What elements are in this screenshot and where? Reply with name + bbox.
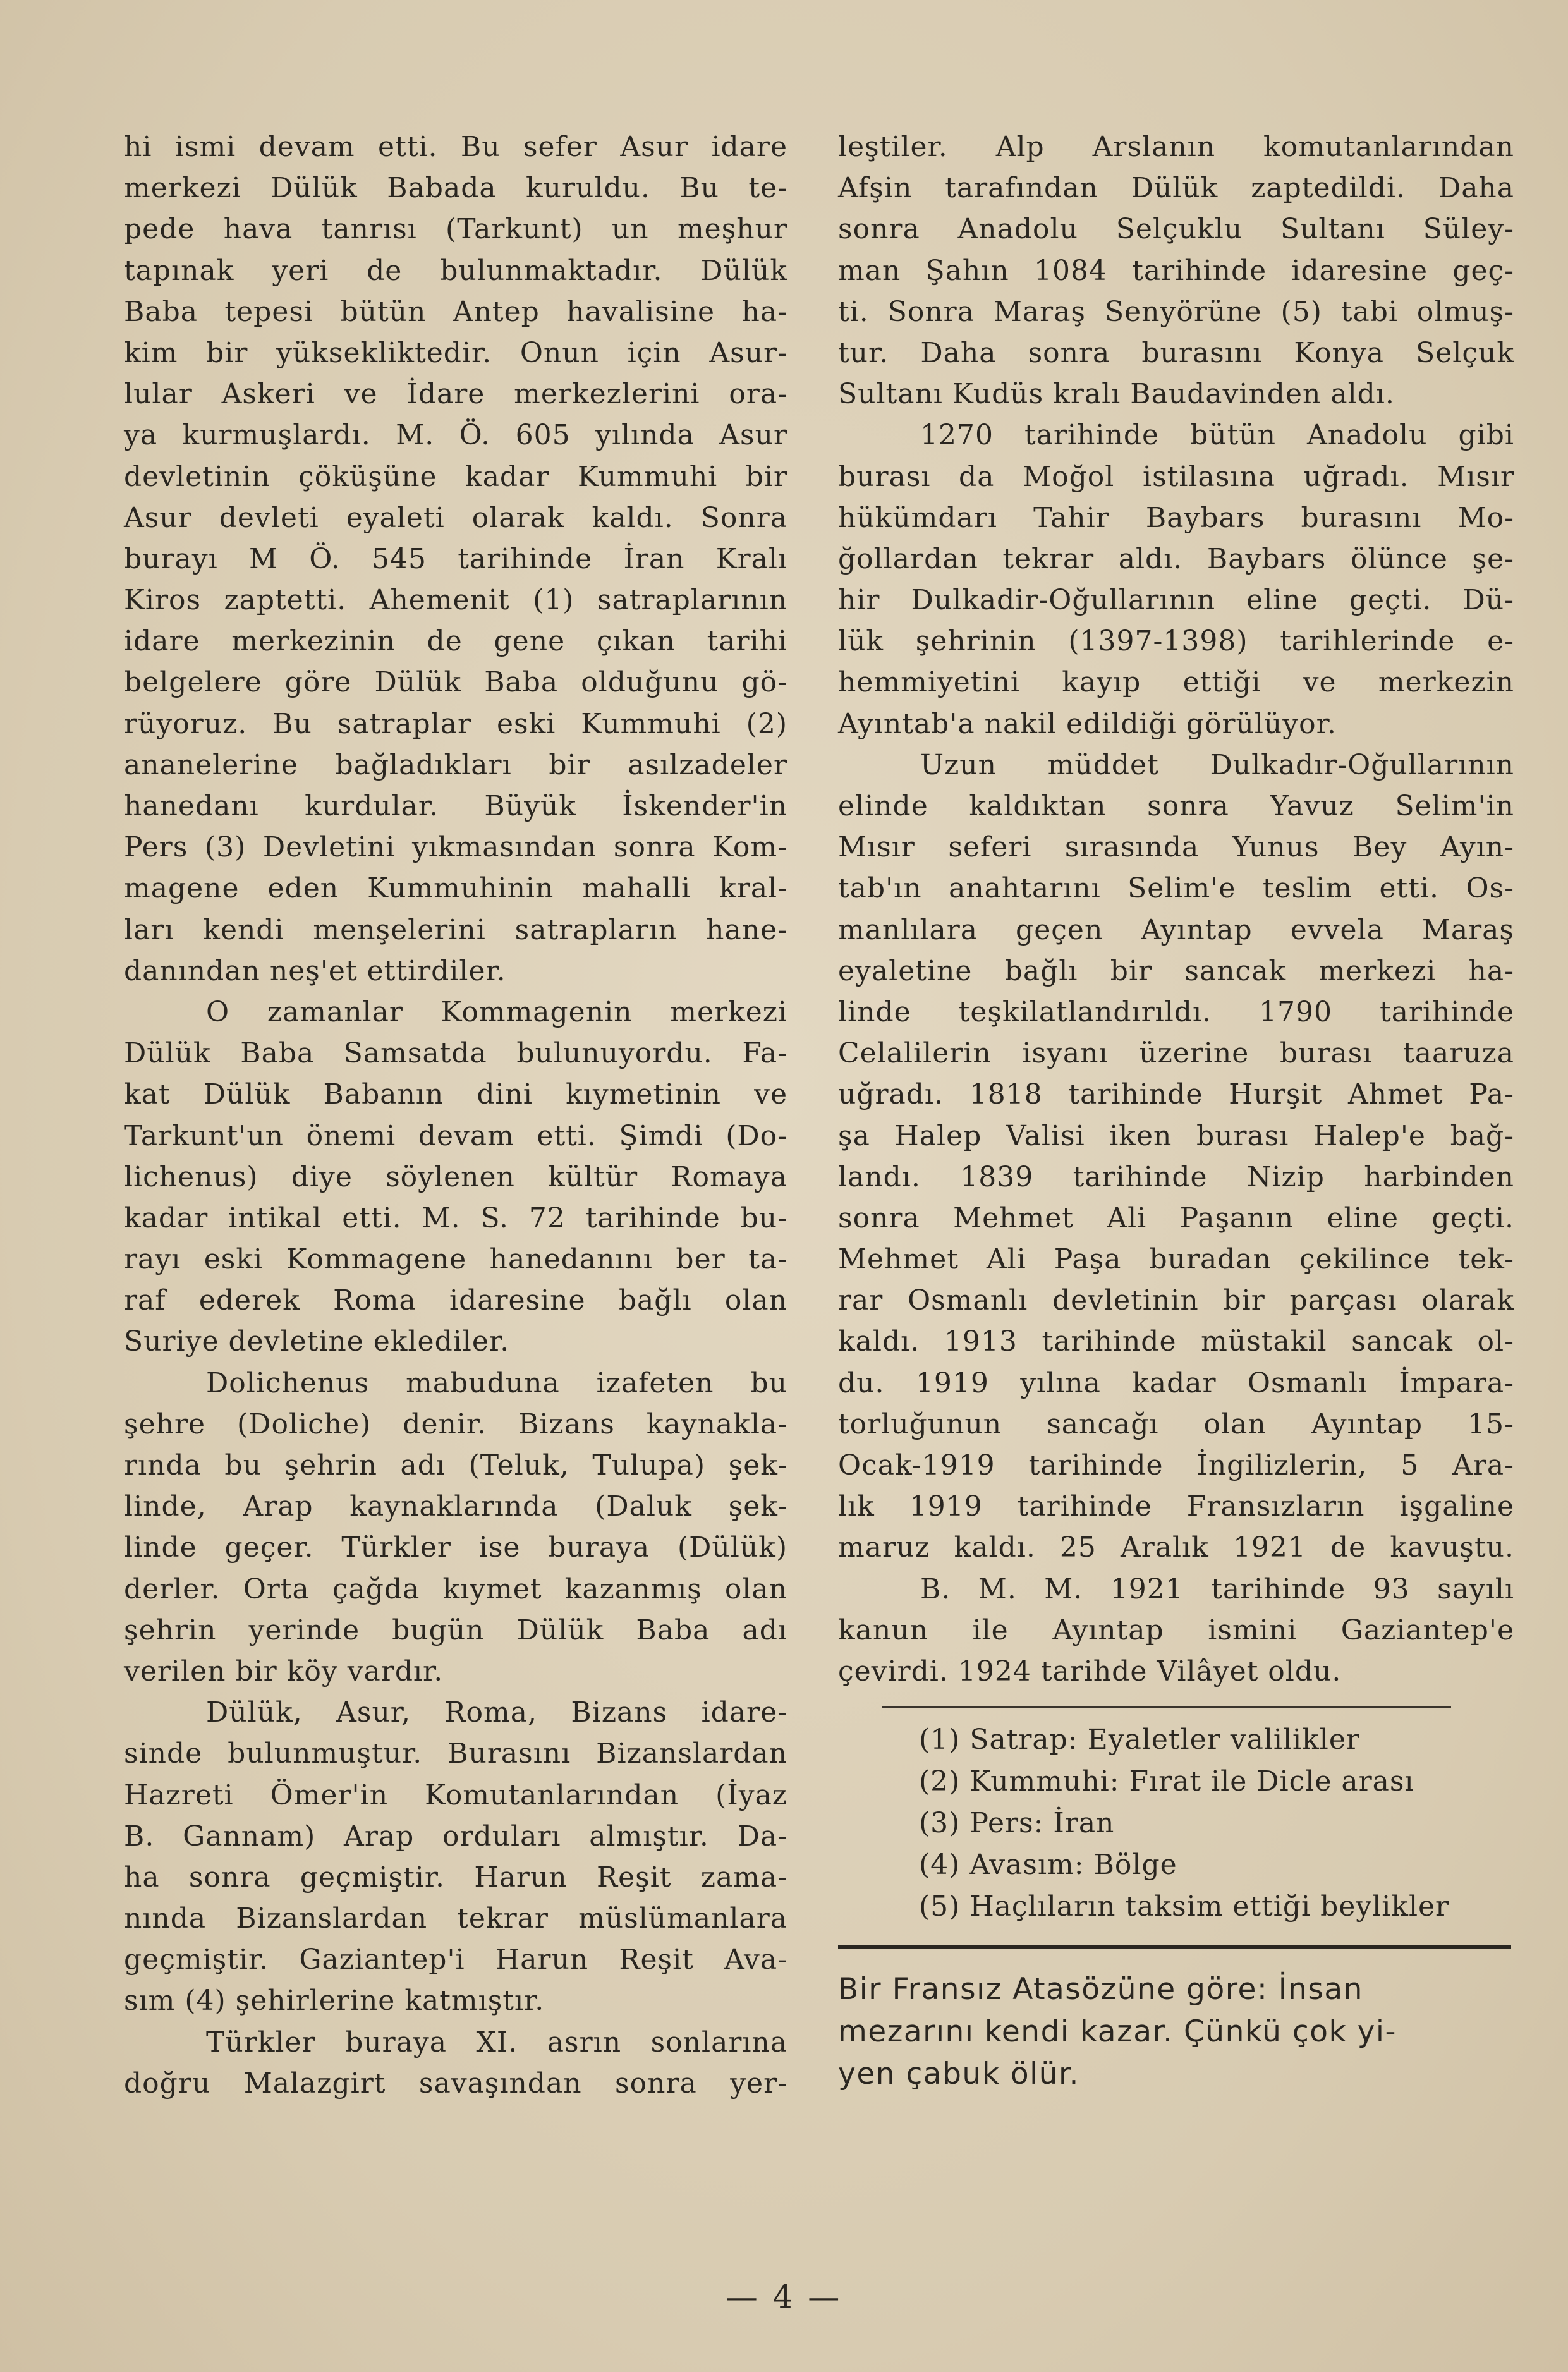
right_column-line: tab'ın anahtarını Selim'e teslim etti. Os- bbox=[838, 872, 1514, 905]
proverb-line: yen çabuk ölür. bbox=[838, 2057, 1079, 2092]
left_column-line: Tarkunt'un önemi devam etti. Şimdi (Do- bbox=[124, 1119, 787, 1152]
right_column-line: hükümdarı Tahir Baybars burasını Mo- bbox=[838, 501, 1514, 534]
right_column-line: rar Osmanlı devletinin bir parçası olarak bbox=[838, 1284, 1514, 1317]
left_column-line: kat Dülük Babanın dini kıymetinin ve bbox=[124, 1078, 787, 1111]
right_column-line: B. M. M. 1921 tarihinde 93 sayılı bbox=[920, 1572, 1514, 1605]
footnote-item: (5) Haçlıların taksim ettiği beylikler bbox=[919, 1890, 1450, 1923]
left_column-line: burayı M Ö. 545 tarihinde İran Kralı bbox=[124, 542, 787, 575]
right-column-body bbox=[838, 126, 1514, 1692]
right_column-line: sonra Anadolu Selçuklu Sultanı Süley- bbox=[838, 213, 1514, 246]
right_column-line: 1270 tarihinde bütün Anadolu gibi bbox=[920, 419, 1514, 452]
right_column-line: Mısır seferi sırasında Yunus Bey Ayın- bbox=[838, 831, 1514, 864]
left_column-line: rında bu şehrin adı (Teluk, Tulupa) şek- bbox=[124, 1449, 787, 1481]
left_column-line: pede hava tanrısı (Tarkunt) un meşhur bbox=[124, 213, 787, 246]
left_column-line: şehrin yerinde bugün Dülük Baba adı bbox=[124, 1614, 787, 1646]
left_column-line: Hazreti Ömer'in Komutanlarından (İyaz bbox=[124, 1779, 787, 1811]
left-column bbox=[124, 126, 787, 2104]
right-column bbox=[838, 126, 1514, 2095]
right_column-line: uğradı. 1818 tarihinde Hurşit Ahmet Pa- bbox=[838, 1078, 1514, 1111]
footnote-item: (2) Kummuhi: Fırat ile Dicle arası bbox=[919, 1765, 1414, 1798]
proverb-box bbox=[838, 1968, 1514, 2095]
left_column-line: merkezi Dülük Babada kuruldu. Bu te- bbox=[124, 172, 787, 205]
left_column-line: nında Bizanslardan tekrar müslümanlara bbox=[124, 1902, 787, 1935]
right_column-line: du. 1919 yılına kadar Osmanlı İmpara- bbox=[838, 1366, 1514, 1399]
left_column-line: Dülük, Asur, Roma, Bizans idare- bbox=[206, 1696, 787, 1729]
left_column-line: Dülük Baba Samsatda bulunuyordu. Fa- bbox=[124, 1037, 787, 1070]
left_column-line: belgelere göre Dülük Baba olduğunu gö- bbox=[124, 666, 787, 699]
right_column-line: Uzun müddet Dulkadır-Oğullarının bbox=[920, 748, 1514, 781]
right_column-line: Sultanı Kudüs kralı Baudavinden aldı. bbox=[838, 378, 1395, 411]
left_column-line: Baba tepesi bütün Antep havalisine ha- bbox=[124, 295, 787, 328]
left_column-line: derler. Orta çağda kıymet kazanmış olan bbox=[124, 1572, 787, 1605]
left_column-line: şehre (Doliche) denir. Bizans kaynakla- bbox=[124, 1408, 787, 1440]
right_column-line: lık 1919 tarihinde Fransızların işgaline bbox=[838, 1490, 1514, 1523]
section-divider bbox=[838, 1945, 1511, 1949]
right_column-line: tur. Daha sonra burasını Konya Selçuk bbox=[838, 336, 1514, 369]
right_column-line: Mehmet Ali Paşa buradan çekilince tek- bbox=[838, 1243, 1514, 1276]
left_column-line: devletinin çöküşüne kadar Kummuhi bir bbox=[124, 460, 787, 493]
left_column-line: Suriye devletine eklediler. bbox=[124, 1325, 510, 1358]
right_column-line: manlılara geçen Ayıntap evvela Maraş bbox=[838, 913, 1514, 946]
right_column-line: sonra Mehmet Ali Paşanın eline geçti. bbox=[838, 1201, 1514, 1234]
left_column-line: linde, Arap kaynaklarında (Daluk şek- bbox=[124, 1490, 787, 1523]
right_column-line: kanun ile Ayıntap ismini Gaziantep'e bbox=[838, 1614, 1514, 1646]
right_column-line: man Şahın 1084 tarihinde idaresine geç- bbox=[838, 254, 1514, 287]
right_column-line: hir Dulkadir-Oğullarının eline geçti. Dü- bbox=[838, 584, 1514, 617]
right_column-line: linde teşkilatlandırıldı. 1790 tarihinde bbox=[838, 995, 1514, 1028]
left_column-line: doğru Malazgirt savaşından sonra yer- bbox=[124, 2067, 787, 2100]
right_column-line: lük şehrinin (1397-1398) tarihlerinde e- bbox=[838, 625, 1514, 658]
right_column-line: ğollardan tekrar aldı. Baybars ölünce şe- bbox=[838, 542, 1514, 575]
left_column-line: raf ederek Roma idaresine bağlı olan bbox=[124, 1284, 787, 1317]
proverb-line: Bir Fransız Atasözüne göre: İnsan bbox=[838, 1972, 1363, 2007]
right_column-line: elinde kaldıktan sonra Yavuz Selim'in bbox=[838, 790, 1514, 822]
left_column-line: hanedanı kurdular. Büyük İskender'in bbox=[124, 790, 787, 822]
footnote-item: (4) Avasım: Bölge bbox=[919, 1849, 1177, 1882]
left_column-line: hi ismi devam etti. Bu sefer Asur idare bbox=[124, 131, 787, 163]
right_column-line: Celalilerin isyanı üzerine burası taaruza bbox=[838, 1037, 1514, 1070]
right_column-line: landı. 1839 tarihinde Nizip harbinden bbox=[838, 1160, 1514, 1193]
left_column-line: rüyoruz. Bu satraplar eski Kummuhi (2) bbox=[124, 707, 787, 740]
left_column-line: ya kurmuşlardı. M. Ö. 605 yılında Asur bbox=[124, 419, 787, 452]
left_column-line: kim bir yüksekliktedir. Onun için Asur- bbox=[124, 336, 787, 369]
footnote-item: (1) Satrap: Eyaletler valilikler bbox=[919, 1724, 1360, 1756]
left_column-line: B. Gannam) Arap orduları almıştır. Da- bbox=[124, 1820, 787, 1852]
right_column-line: şa Halep Valisi iken burası Halep'e bağ- bbox=[838, 1119, 1514, 1152]
right_column-line: maruz kaldı. 25 Aralık 1921 de kavuştu. bbox=[838, 1531, 1514, 1564]
left_column-line: O zamanlar Kommagenin merkezi bbox=[206, 995, 787, 1028]
right_column-line: burası da Moğol istilasına uğradı. Mısır bbox=[838, 460, 1514, 493]
right_column-line: ti. Sonra Maraş Senyörüne (5) tabi olmuş- bbox=[838, 295, 1514, 328]
left_column-line: ananelerine bağladıkları bir asılzadeler bbox=[124, 748, 787, 781]
left_column-line: sinde bulunmuştur. Burasını Bizanslardan bbox=[124, 1737, 787, 1770]
left_column-line: ha sonra geçmiştir. Harun Reşit zama- bbox=[124, 1861, 787, 1894]
left_column-line: idare merkezinin de gene çıkan tarihi bbox=[124, 625, 787, 658]
left_column-line: Dolichenus mabuduna izafeten bu bbox=[206, 1366, 787, 1399]
left_column-line: tapınak yeri de bulunmaktadır. Dülük bbox=[124, 254, 787, 287]
left_column-line: rayı eski Kommagene hanedanını ber ta- bbox=[124, 1243, 787, 1276]
left_column-line: lichenus) diye söylenen kültür Romaya bbox=[124, 1160, 787, 1193]
left_column-line: lular Askeri ve İdare merkezlerini ora- bbox=[124, 378, 787, 411]
right_column-line: eyaletine bağlı bir sancak merkezi ha- bbox=[838, 954, 1514, 987]
left_column-line: magene eden Kummuhinin mahalli kral- bbox=[124, 872, 787, 905]
right_column-line: Ocak-1919 tarihinde İngilizlerin, 5 Ara- bbox=[838, 1449, 1514, 1481]
footnote-item: (3) Pers: İran bbox=[919, 1807, 1115, 1840]
left_column-line: Pers (3) Devletini yıkmasından sonra Kom- bbox=[124, 831, 787, 864]
left_column-line: Asur devleti eyaleti olarak kaldı. Sonra bbox=[124, 501, 787, 534]
left_column-line: Türkler buraya XI. asrın sonlarına bbox=[206, 2026, 787, 2059]
left_column-line: linde geçer. Türkler ise buraya (Dülük) bbox=[124, 1531, 787, 1564]
left_column-line: ları kendi menşelerini satrapların hane- bbox=[124, 913, 787, 946]
right_column-line: leştiler. Alp Arslanın komutanlarından bbox=[838, 131, 1514, 163]
right_column-line: hemmiyetini kayıp ettiği ve merkezin bbox=[838, 666, 1514, 699]
footnotes bbox=[838, 1719, 1514, 1928]
right_column-line: Afşin tarafından Dülük zaptedildi. Daha bbox=[838, 172, 1514, 205]
left_column-line: danından neş'et ettirdiler. bbox=[124, 954, 506, 987]
left_column-line: kadar intikal etti. M. S. 72 tarihinde bu- bbox=[124, 1201, 787, 1234]
right_column-line: torluğunun sancağı olan Ayıntap 15- bbox=[838, 1408, 1514, 1440]
footnote-divider bbox=[882, 1706, 1451, 1708]
right_column-line: çevirdi. 1924 tarihde Vilâyet oldu. bbox=[838, 1655, 1342, 1688]
left_column-line: geçmiştir. Gaziantep'i Harun Reşit Ava- bbox=[124, 1943, 787, 1976]
left_column-line: sım (4) şehirlerine katmıştır. bbox=[124, 1985, 545, 2017]
left_column-line: verilen bir köy vardır. bbox=[124, 1655, 444, 1688]
right_column-line: Ayıntab'a nakil edildiği görülüyor. bbox=[838, 707, 1337, 740]
right_column-line: kaldı. 1913 tarihinde müstakil sancak ol- bbox=[838, 1325, 1514, 1358]
proverb-line: mezarını kendi kazar. Çünkü çok yi- bbox=[838, 2014, 1397, 2050]
left_column-line: Kiros zaptetti. Ahemenit (1) satraplarının bbox=[124, 584, 787, 617]
page-number: — 4 — bbox=[726, 2278, 842, 2315]
